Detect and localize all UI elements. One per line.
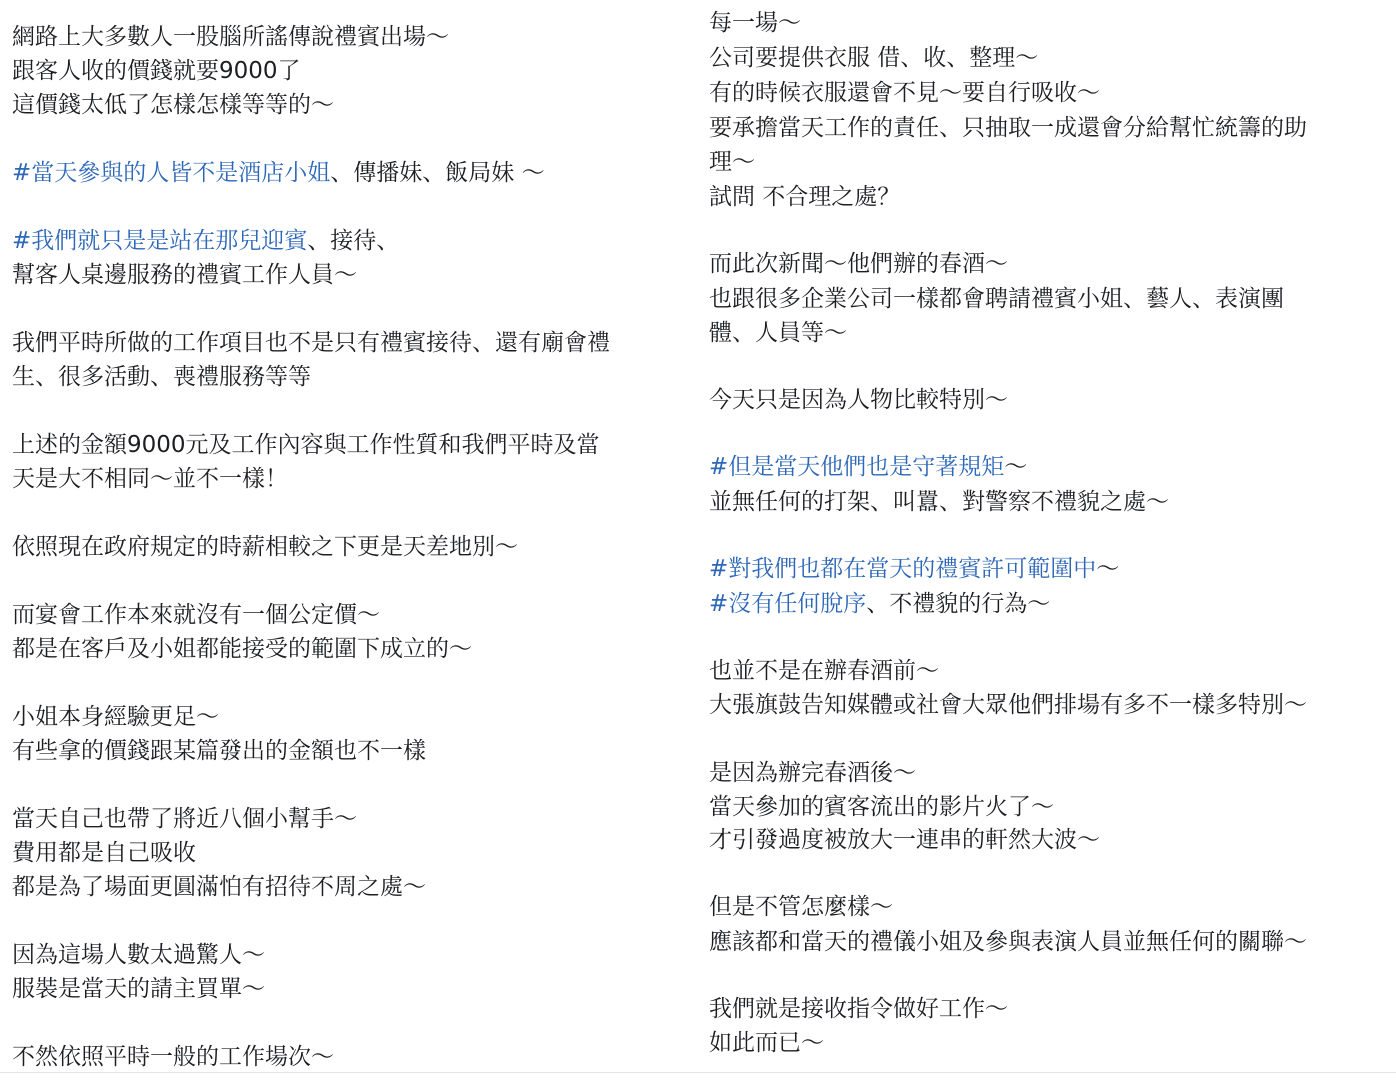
text-line xyxy=(709,1026,824,1060)
line-text: 是因為辦完春酒後～ xyxy=(709,760,916,786)
line-text: 上述的金額9000元及工作內容與工作性質和我們平時及當 xyxy=(12,432,600,458)
text-line xyxy=(12,530,518,564)
text-line xyxy=(709,756,916,790)
line-text: 有的時候衣服還會不見～要自行吸收～ xyxy=(709,80,1100,106)
hashtag-link[interactable]: #但是當天他們也是守著規矩 xyxy=(709,454,1005,480)
line-text: 生、很多活動、喪禮服務等等 xyxy=(12,364,311,390)
line-text: 我們就是接收指令做好工作～ xyxy=(709,996,1008,1022)
hashtag-link[interactable]: #對我們也都在當天的禮賓許可範圍中 xyxy=(709,556,1097,582)
line-text: 當天參加的賓客流出的影片火了～ xyxy=(709,794,1054,820)
line-text: 跟客人收的價錢就要9000了 xyxy=(12,58,301,84)
line-text: 當天自己也帶了將近八個小幫手～ xyxy=(12,806,357,832)
bottom-divider xyxy=(0,1072,1396,1073)
line-text: 有些拿的價錢跟某篇發出的金額也不一樣 xyxy=(12,738,426,764)
line-text: 試問 不合理之處？ xyxy=(709,184,901,210)
line-text: 今天只是因為人物比較特別～ xyxy=(709,387,1008,413)
text-line xyxy=(12,88,334,122)
text-line xyxy=(12,20,449,54)
text-line xyxy=(709,654,939,688)
text-line xyxy=(12,836,196,870)
text-line xyxy=(709,925,1307,959)
text-line xyxy=(709,76,1100,110)
line-text: 、不禮貌的行為～ xyxy=(866,591,1051,617)
line-text: 服裝是當天的請主買單～ xyxy=(12,976,265,1002)
text-line xyxy=(12,156,545,190)
text-line xyxy=(12,734,426,768)
text-line xyxy=(12,938,265,972)
text-line xyxy=(709,145,755,179)
line-text: 因為這場人數太過驚人～ xyxy=(12,942,265,968)
text-line xyxy=(12,632,472,666)
text-line xyxy=(709,790,1054,824)
line-text: 如此而已～ xyxy=(709,1030,824,1056)
text-line xyxy=(709,823,1100,857)
text-line xyxy=(709,180,900,214)
line-text: 幫客人桌邊服務的禮賓工作人員～ xyxy=(12,262,357,288)
line-text: 小姐本身經驗更足～ xyxy=(12,704,219,730)
line-text: 費用都是自己吸收 xyxy=(12,840,196,866)
line-text: 也跟很多企業公司一樣都會聘請禮賓小姐、藝人、表演團 xyxy=(709,286,1284,312)
line-text: 但是不管怎麼樣～ xyxy=(709,894,893,920)
line-text: ～ xyxy=(1096,556,1120,582)
line-text: 理～ xyxy=(709,149,755,175)
line-text: 而宴會工作本來就沒有一個公定價～ xyxy=(12,602,380,628)
line-text: ～ xyxy=(1004,454,1028,480)
line-text: 都是為了場面更圓滿怕有招待不周之處～ xyxy=(12,874,426,900)
text-line xyxy=(12,360,311,394)
hashtag-link[interactable]: #當天參與的人皆不是酒店小姐 xyxy=(12,160,331,186)
text-line xyxy=(709,552,1119,586)
text-line xyxy=(12,258,357,292)
hashtag-link[interactable]: #我們就只是是站在那兒迎賓 xyxy=(12,228,308,254)
text-line xyxy=(709,992,1008,1026)
line-text: 也並不是在辦春酒前～ xyxy=(709,658,939,684)
line-text: 我們平時所做的工作項目也不是只有禮賓接待、還有廟會禮 xyxy=(12,330,610,356)
text-line xyxy=(709,688,1307,722)
line-text: 不然依照平時一般的工作場次～ xyxy=(12,1044,334,1070)
text-line xyxy=(709,6,801,40)
text-line xyxy=(709,450,1027,484)
line-text: 、傳播妹、飯局妹 ～ xyxy=(330,160,545,186)
line-text: 、接待、 xyxy=(307,228,400,254)
text-line xyxy=(12,326,610,360)
line-text: 而此次新聞～他們辦的春酒～ xyxy=(709,251,1008,277)
line-text: 大張旗鼓告知媒體或社會大眾他們排場有多不一樣多特別～ xyxy=(709,692,1307,718)
text-line xyxy=(709,587,1050,621)
text-line xyxy=(12,972,265,1006)
text-line xyxy=(12,462,288,496)
text-line xyxy=(709,890,893,924)
text-line xyxy=(709,485,1169,519)
text-line xyxy=(709,111,1307,145)
line-text: 要承擔當天工作的責任、只抽取一成還會分給幫忙統籌的助 xyxy=(709,115,1307,141)
line-text: 才引發過度被放大一連串的軒然大波～ xyxy=(709,827,1100,853)
text-line xyxy=(12,54,301,88)
text-line xyxy=(12,870,426,904)
line-text: 這價錢太低了怎樣怎樣等等的～ xyxy=(12,92,334,118)
text-line xyxy=(709,383,1008,417)
text-line xyxy=(709,247,1008,281)
line-text: 都是在客戶及小姐都能接受的範圍下成立的～ xyxy=(12,636,472,662)
text-line xyxy=(12,598,380,632)
text-line xyxy=(709,41,1038,75)
hashtag-link[interactable]: #沒有任何脫序 xyxy=(709,591,867,617)
text-line xyxy=(12,1040,334,1074)
line-text: 體、人員等～ xyxy=(709,320,847,346)
text-line xyxy=(709,316,847,350)
text-line xyxy=(12,802,357,836)
text-line xyxy=(709,282,1284,316)
line-text: 應該都和當天的禮儀小姐及參與表演人員並無任何的關聯～ xyxy=(709,929,1307,955)
line-text: 天是大不相同～並不一樣！ xyxy=(12,466,288,492)
line-text: 網路上大多數人一股腦所謠傳說禮賓出場～ xyxy=(12,24,449,50)
line-text: 依照現在政府規定的時薪相較之下更是天差地別～ xyxy=(12,534,518,560)
line-text: 並無任何的打架、叫囂、對警察不禮貌之處～ xyxy=(709,489,1169,515)
line-text: 每一場～ xyxy=(709,10,801,36)
text-line xyxy=(12,428,600,462)
text-line xyxy=(12,224,399,258)
text-line xyxy=(12,700,219,734)
line-text: 公司要提供衣服 借、收、整理～ xyxy=(709,45,1039,71)
